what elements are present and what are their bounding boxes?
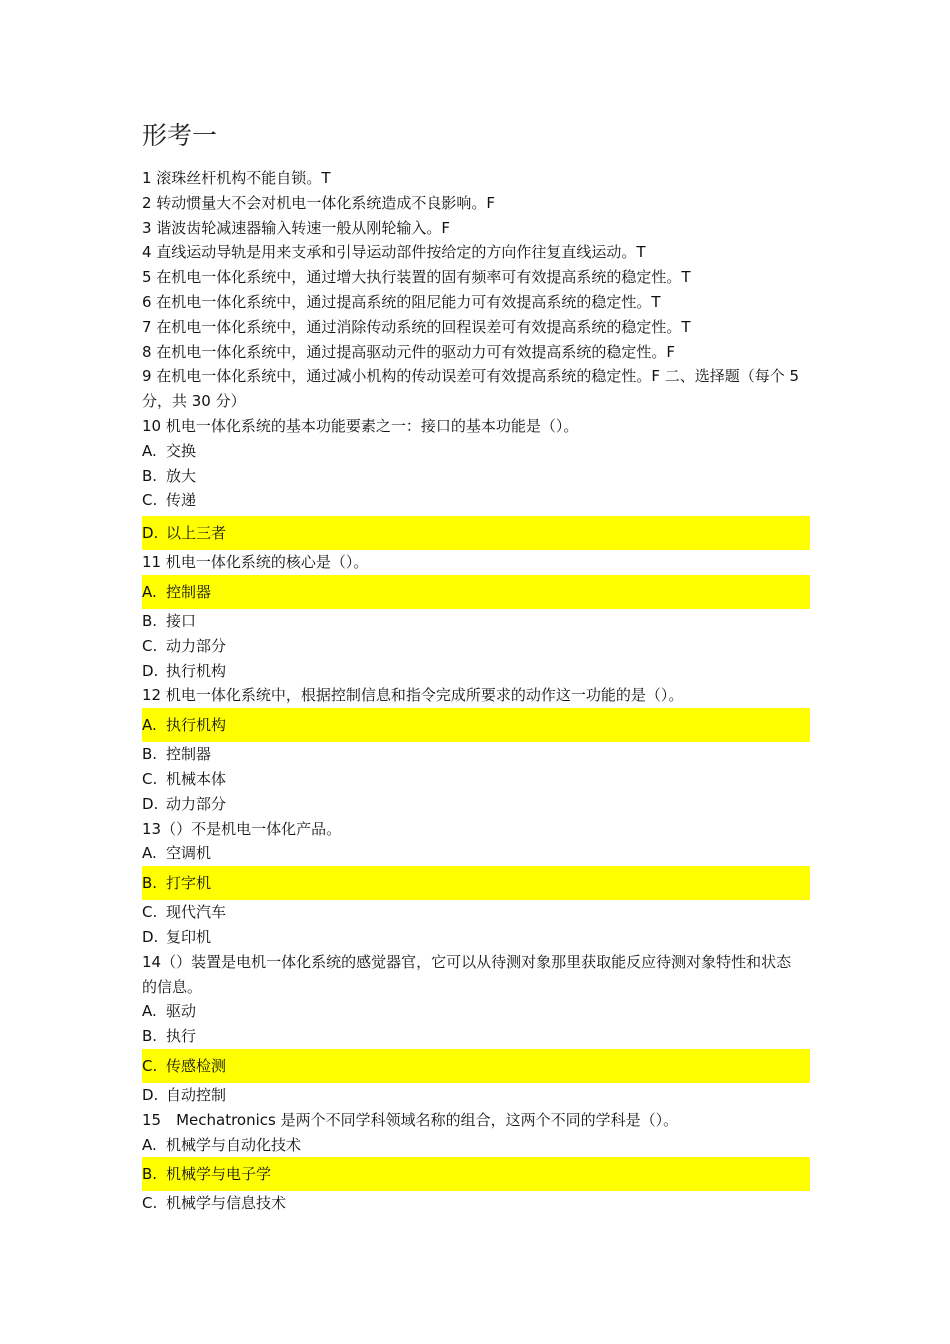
option-text: 机械本体 — [166, 769, 227, 788]
question-stem: 12 机电一体化系统中，根据控制信息和指令完成所要求的动作这一功能的是（）。 — [142, 686, 684, 705]
option — [142, 659, 810, 684]
option-highlighted — [142, 708, 810, 742]
option — [142, 900, 810, 925]
option-letter: D. — [142, 524, 159, 543]
option-text: 机械学与自动化技术 — [166, 1135, 302, 1154]
option-text: 传感检测 — [166, 1056, 227, 1075]
option-text: 驱动 — [166, 1002, 197, 1021]
option-text: 接口 — [166, 611, 197, 630]
option-letter: C. — [142, 903, 158, 922]
option-letter: D. — [142, 794, 159, 813]
option-letter: A. — [142, 582, 157, 601]
option-letter: C. — [142, 1056, 158, 1075]
option-letter: B. — [142, 874, 158, 893]
page-title: 形考一 — [142, 121, 218, 150]
judgment-item: 1 滚珠丝杆机构不能自锁。T — [142, 169, 331, 187]
option-text: 自动控制 — [166, 1085, 227, 1104]
option-text: 打字机 — [166, 874, 212, 893]
option-letter: C. — [142, 491, 158, 510]
option — [142, 609, 810, 634]
option-text: 以上三者 — [166, 524, 227, 543]
option-letter: A. — [142, 1135, 157, 1154]
option-letter: A. — [142, 1002, 157, 1021]
option — [142, 767, 810, 792]
option-text: 执行机构 — [166, 716, 227, 735]
option-letter: D. — [142, 1085, 159, 1104]
option-letter: C. — [142, 769, 158, 788]
option-text: 动力部分 — [166, 636, 227, 655]
option-highlighted — [142, 1049, 810, 1083]
option — [142, 439, 810, 464]
judgment-item: 6 在机电一体化系统中，通过提高系统的阻尼能力可有效提高系统的稳定性。T — [142, 292, 661, 311]
question-stem: 14（）装置是电机一体化系统的感觉器官，它可以从待测对象那里获取能反应待测对象特性和状态的信息。 — [142, 952, 792, 996]
option — [142, 925, 810, 950]
option-letter: A. — [142, 716, 157, 735]
judgment-item: 9 在机电一体化系统中，通过减小机构的传动误差可有效提高系统的稳定性。F 二、选择题（每个 5 分，共 30 分） — [142, 367, 800, 411]
judgment-item: 5 在机电一体化系统中，通过增大执行装置的固有频率可有效提高系统的稳定性。T — [142, 268, 691, 287]
option — [142, 1024, 810, 1049]
document-body — [142, 166, 810, 1216]
option-highlighted — [142, 866, 810, 900]
question-stem: 15 Mechatronics 是两个不同学科领域名称的组合，这两个不同的学科是（）。 — [142, 1110, 679, 1129]
option-letter: B. — [142, 466, 158, 485]
option — [142, 999, 810, 1024]
option — [142, 1191, 810, 1216]
option — [142, 792, 810, 817]
option-letter: B. — [142, 1165, 158, 1184]
option-text: 现代汽车 — [166, 903, 227, 922]
option-text: 动力部分 — [166, 794, 227, 813]
option-letter: D. — [142, 927, 159, 946]
option — [142, 488, 810, 513]
question-stem: 13（）不是机电一体化产品。 — [142, 819, 342, 838]
option-letter: D. — [142, 661, 159, 680]
option-text: 执行机构 — [166, 661, 227, 680]
option-letter: A. — [142, 441, 157, 460]
option-text: 放大 — [166, 466, 197, 485]
question-stem: 10 机电一体化系统的基本功能要素之一：接口的基本功能是（）。 — [142, 416, 579, 435]
option — [142, 634, 810, 659]
judgment-item: 8 在机电一体化系统中，通过提高驱动元件的驱动力可有效提高系统的稳定性。F — [142, 342, 675, 361]
option-highlighted — [142, 516, 810, 550]
option-letter: B. — [142, 1027, 158, 1046]
option — [142, 1083, 810, 1108]
option-letter: B. — [142, 611, 158, 630]
option-letter: C. — [142, 636, 158, 655]
option — [142, 464, 810, 489]
option-text: 控制器 — [166, 745, 212, 764]
option-letter: A. — [142, 844, 157, 863]
judgment-item: 3 谐波齿轮减速器输入转速一般从刚轮输入。F — [142, 218, 450, 237]
option-highlighted — [142, 1157, 810, 1191]
option — [142, 1133, 810, 1158]
option-letter: C. — [142, 1194, 158, 1213]
option-text: 交换 — [166, 441, 197, 460]
judgment-item: 4 直线运动导轨是用来支承和引导运动部件按给定的方向作往复直线运动。T — [142, 243, 646, 262]
option-text: 执行 — [166, 1027, 197, 1046]
option — [142, 841, 810, 866]
option-text: 控制器 — [166, 582, 212, 601]
option-text: 空调机 — [166, 844, 212, 863]
option-text: 传递 — [166, 491, 197, 510]
option-highlighted — [142, 575, 810, 609]
option-letter: B. — [142, 745, 158, 764]
option-text: 复印机 — [166, 927, 212, 946]
question-stem: 11 机电一体化系统的核心是（）。 — [142, 553, 369, 572]
judgment-item: 2 转动惯量大不会对机电一体化系统造成不良影响。F — [142, 193, 495, 212]
option-text: 机械学与信息技术 — [166, 1194, 287, 1213]
option-text: 机械学与电子学 — [166, 1165, 272, 1184]
option — [142, 742, 810, 767]
judgment-item: 7 在机电一体化系统中，通过消除传动系统的回程误差可有效提高系统的稳定性。T — [142, 317, 691, 336]
